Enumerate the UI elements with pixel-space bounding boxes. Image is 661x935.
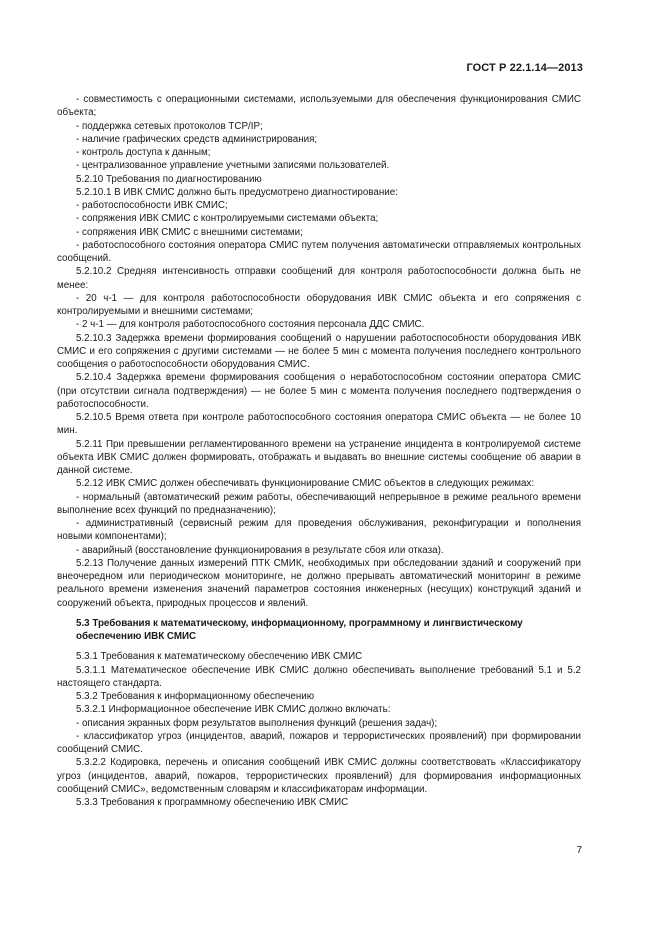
paragraph: 5.2.11 При превышении регламентированного времени на устранение инцидента в контролируемой системе объекта ИВК СМИС должен формировать, отображать и выдавать во внешние системы сообщение об аварии в данной системе. <box>57 438 581 476</box>
spacer <box>57 643 581 650</box>
paragraph: - совместимость с операционными системами, используемыми для обеспечения функционирования СМИС объекта; <box>57 94 581 119</box>
paragraph: 5.3.1.1 Математическое обеспечение ИВК СМИС должно обеспечивать выполнение требований 5.1 и 5.2 настоящего стандарта. <box>57 664 581 689</box>
section-heading: 5.3.3 Требования к программному обеспечению ИВК СМИС <box>76 797 349 808</box>
paragraph: 5.2.10.1 В ИВК СМИС должно быть предусмотрено диагностирование: <box>76 186 398 198</box>
paragraph: 5.2.10.2 Средняя интенсивность отправки сообщений для контроля работоспособности должна быть не менее: <box>57 266 581 291</box>
paragraph: - работоспособности ИВК СМИС; <box>76 200 228 211</box>
paragraph: - 2 ч-1 — для контроля работоспособного состояния персонала ДДС СМИС. <box>76 319 425 331</box>
paragraph: - сопряжения ИВК СМИС с контролируемыми системами объекта; <box>76 213 379 225</box>
section-heading: 5.3.2 Требования к информационному обеспечению <box>76 691 315 702</box>
paragraph: 5.2.12 ИВК СМИС должен обеспечивать функционирование СМИС объектов в следующих режимах: <box>76 478 535 490</box>
section-heading: 5.3 Требования к математическому, информационному, программному и лингвистическому обеспечению ИВК СМИС <box>76 617 523 642</box>
paragraph: - контроль доступа к данным; <box>76 147 211 158</box>
paragraph: 5.3.2.2 Кодировка, перечень и описания сообщений ИВК СМИС должны соответствовать «Классификатору угроз (инцидентов, аварий, пожаров, террористических проявлений) для формирования информационных сообщений СМИС», ведомственным словарям и классификаторам информации. <box>57 757 581 795</box>
paragraph: 5.2.10.3 Задержка времени формирования сообщений о нарушении работоспособности оборудования ИВК СМИС и его сопряжения с другими системами — не более 5 мин с момента получения последнего контрольного сообщения о работоспособности оборудования СМИС. <box>57 332 581 370</box>
document-code: ГОСТ Р 22.1.14—2013 <box>466 62 583 74</box>
paragraph: - наличие графических средств администрирования; <box>76 133 318 145</box>
document-body <box>57 93 581 809</box>
paragraph: - классификатор угроз (инцидентов, аварий, пожаров и террористических проявлений) при формировании сообщений СМИС. <box>57 730 581 755</box>
section-heading: 5.3.1 Требования к математическому обеспечению ИВК СМИС <box>76 651 363 663</box>
paragraph: - аварийный (восстановление функционирования в результате сбоя или отказа). <box>76 544 444 556</box>
paragraph: - административный (сервисный режим для проведения обслуживания, реконфигурации и пополнения новыми компонентами); <box>57 518 581 543</box>
paragraph: 5.2.10.4 Задержка времени формирования сообщения о неработоспособном состоянии оператора СМИС (при отсутствии сигнала подтверждения) — не более 5 мин с момента получения последнего подтверждения о работоспособности. <box>57 372 581 410</box>
paragraph: - нормальный (автоматический режим работы, обеспечивающий непрерывное в режиме реального времени выполнение всех функций по предназначению); <box>57 491 581 516</box>
paragraph: - описания экранных форм результатов выполнения функций (решения задач); <box>76 717 438 729</box>
paragraph: - 20 ч-1 — для контроля работоспособности оборудования ИВК СМИС объекта и его сопряжения с контролируемыми и внешними системами; <box>57 292 581 317</box>
paragraph: 5.2.10.5 Время ответа при контроле работоспособного состояния оператора СМИС объекта — не более 10 мин. <box>57 412 581 437</box>
paragraph: - сопряжения ИВК СМИС с внешними системами; <box>76 226 303 238</box>
paragraph: 5.2.13 Получение данных измерений ПТК СМИК, необходимых при обследовании зданий и сооружений при внеочередном или периодическом мониторинге, не должно прерывать автоматический мониторинг в режиме реального времени изменения значений параметров состояния инженерных (несущих) конструкций зданий и сооружений объекта, природных процессов и явлений. <box>57 557 581 609</box>
paragraph: - централизованное управление учетными записями пользователей. <box>76 160 390 172</box>
section-heading: 5.2.10 Требования по диагностированию <box>76 173 262 185</box>
page-number: 7 <box>576 845 582 856</box>
paragraph: - поддержка сетевых протоколов TCP/IP; <box>76 120 263 132</box>
spacer <box>57 610 581 617</box>
paragraph: - работоспособного состояния оператора СМИС путем получения автоматически отправляемых контрольных сообщений. <box>57 239 581 264</box>
paragraph: 5.3.2.1 Информационное обеспечение ИВК СМИС должно включать: <box>76 704 391 716</box>
